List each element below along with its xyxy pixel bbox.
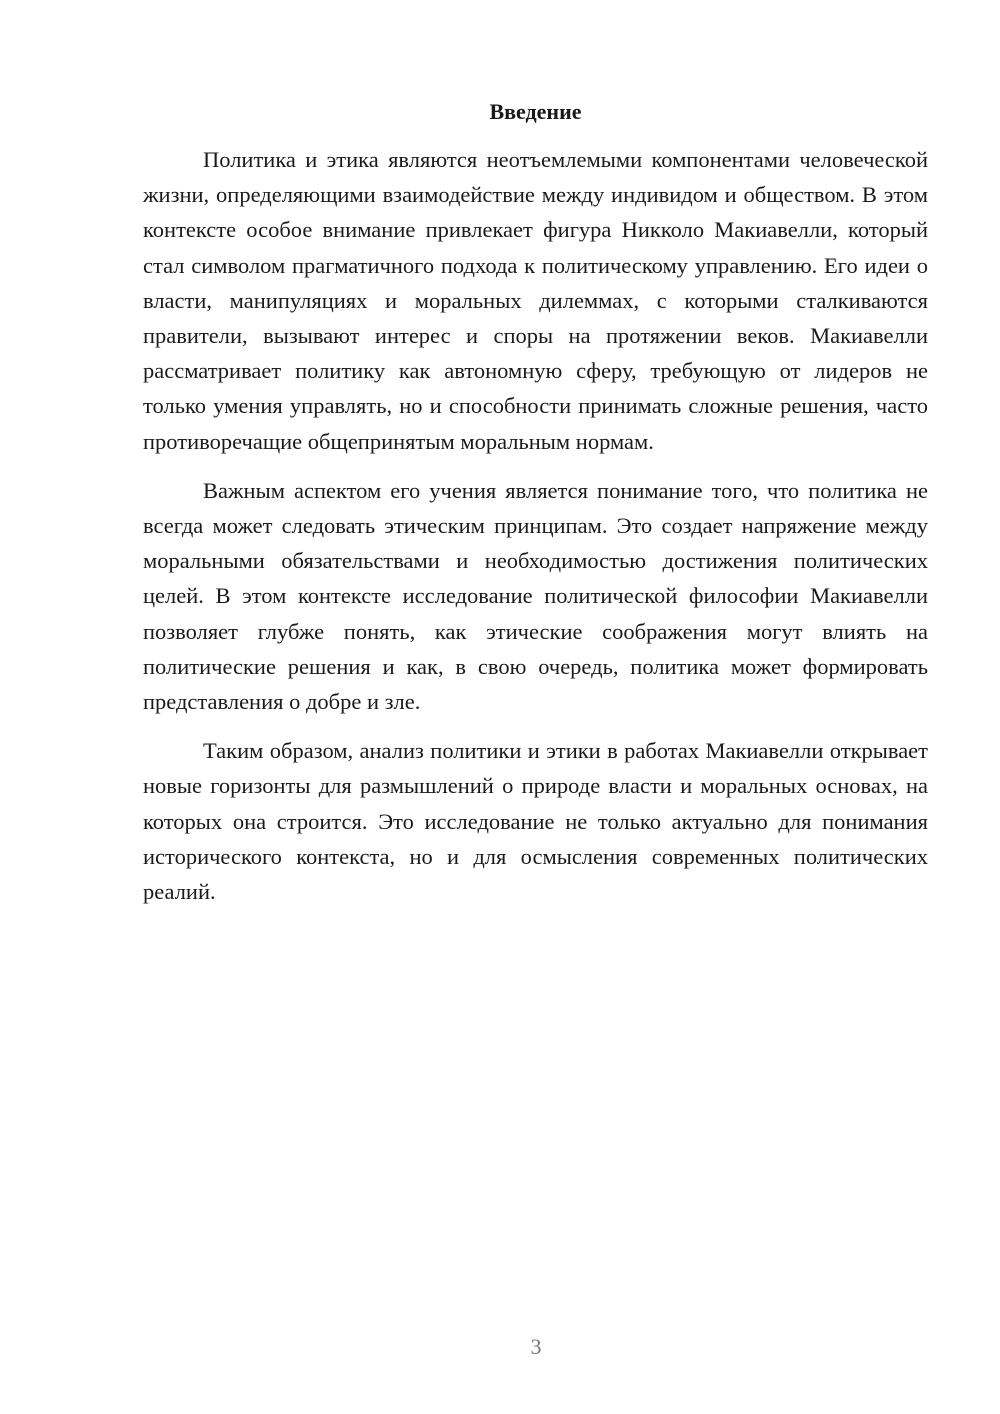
paragraph-3: Таким образом, анализ политики и этики в работах Макиавелли открывает новые горизонты для размышлений о природе власти и моральных основах, на которых она строится. Это исследование не только актуально для понимания исторического контекста, но и для осмысления современных политических реалий. [143, 738, 928, 905]
paragraph-1: Политика и этика являются неотъемлемыми компонентами человеческой жизни, определяющими взаимодействие между индивидом и обществом. В этом контексте особое внимание привлекает фигура Никколо Макиавелли, который стал символом прагматичного подхода к политическому управлению. Его идеи о власти, манипуляциях и моральных дилеммах, с которыми сталкиваются правители, вызывают интерес и споры на протяжении веков. Макиавелли рассматривает политику как автономную сферу, требующую от лидеров не только умения управлять, но и способности принимать сложные решения, часто противоречащие общепринятым моральным нормам. [143, 147, 928, 454]
paragraph-2: Важным аспектом его учения является понимание того, что политика не всегда может следовать этическим принципам. Это создает напряжение между моральными обязательствами и необходимостью достижения политических целей. В этом контексте исследование политической философии Макиавелли позволяет глубже понять, как этические соображения могут влиять на политические решения и как, в свою очередь, политика может формировать представления о добре и зле. [143, 477, 928, 715]
page-title: Введение [489, 99, 582, 124]
document-body [143, 142, 928, 923]
page-number: 3 [530, 1334, 542, 1359]
